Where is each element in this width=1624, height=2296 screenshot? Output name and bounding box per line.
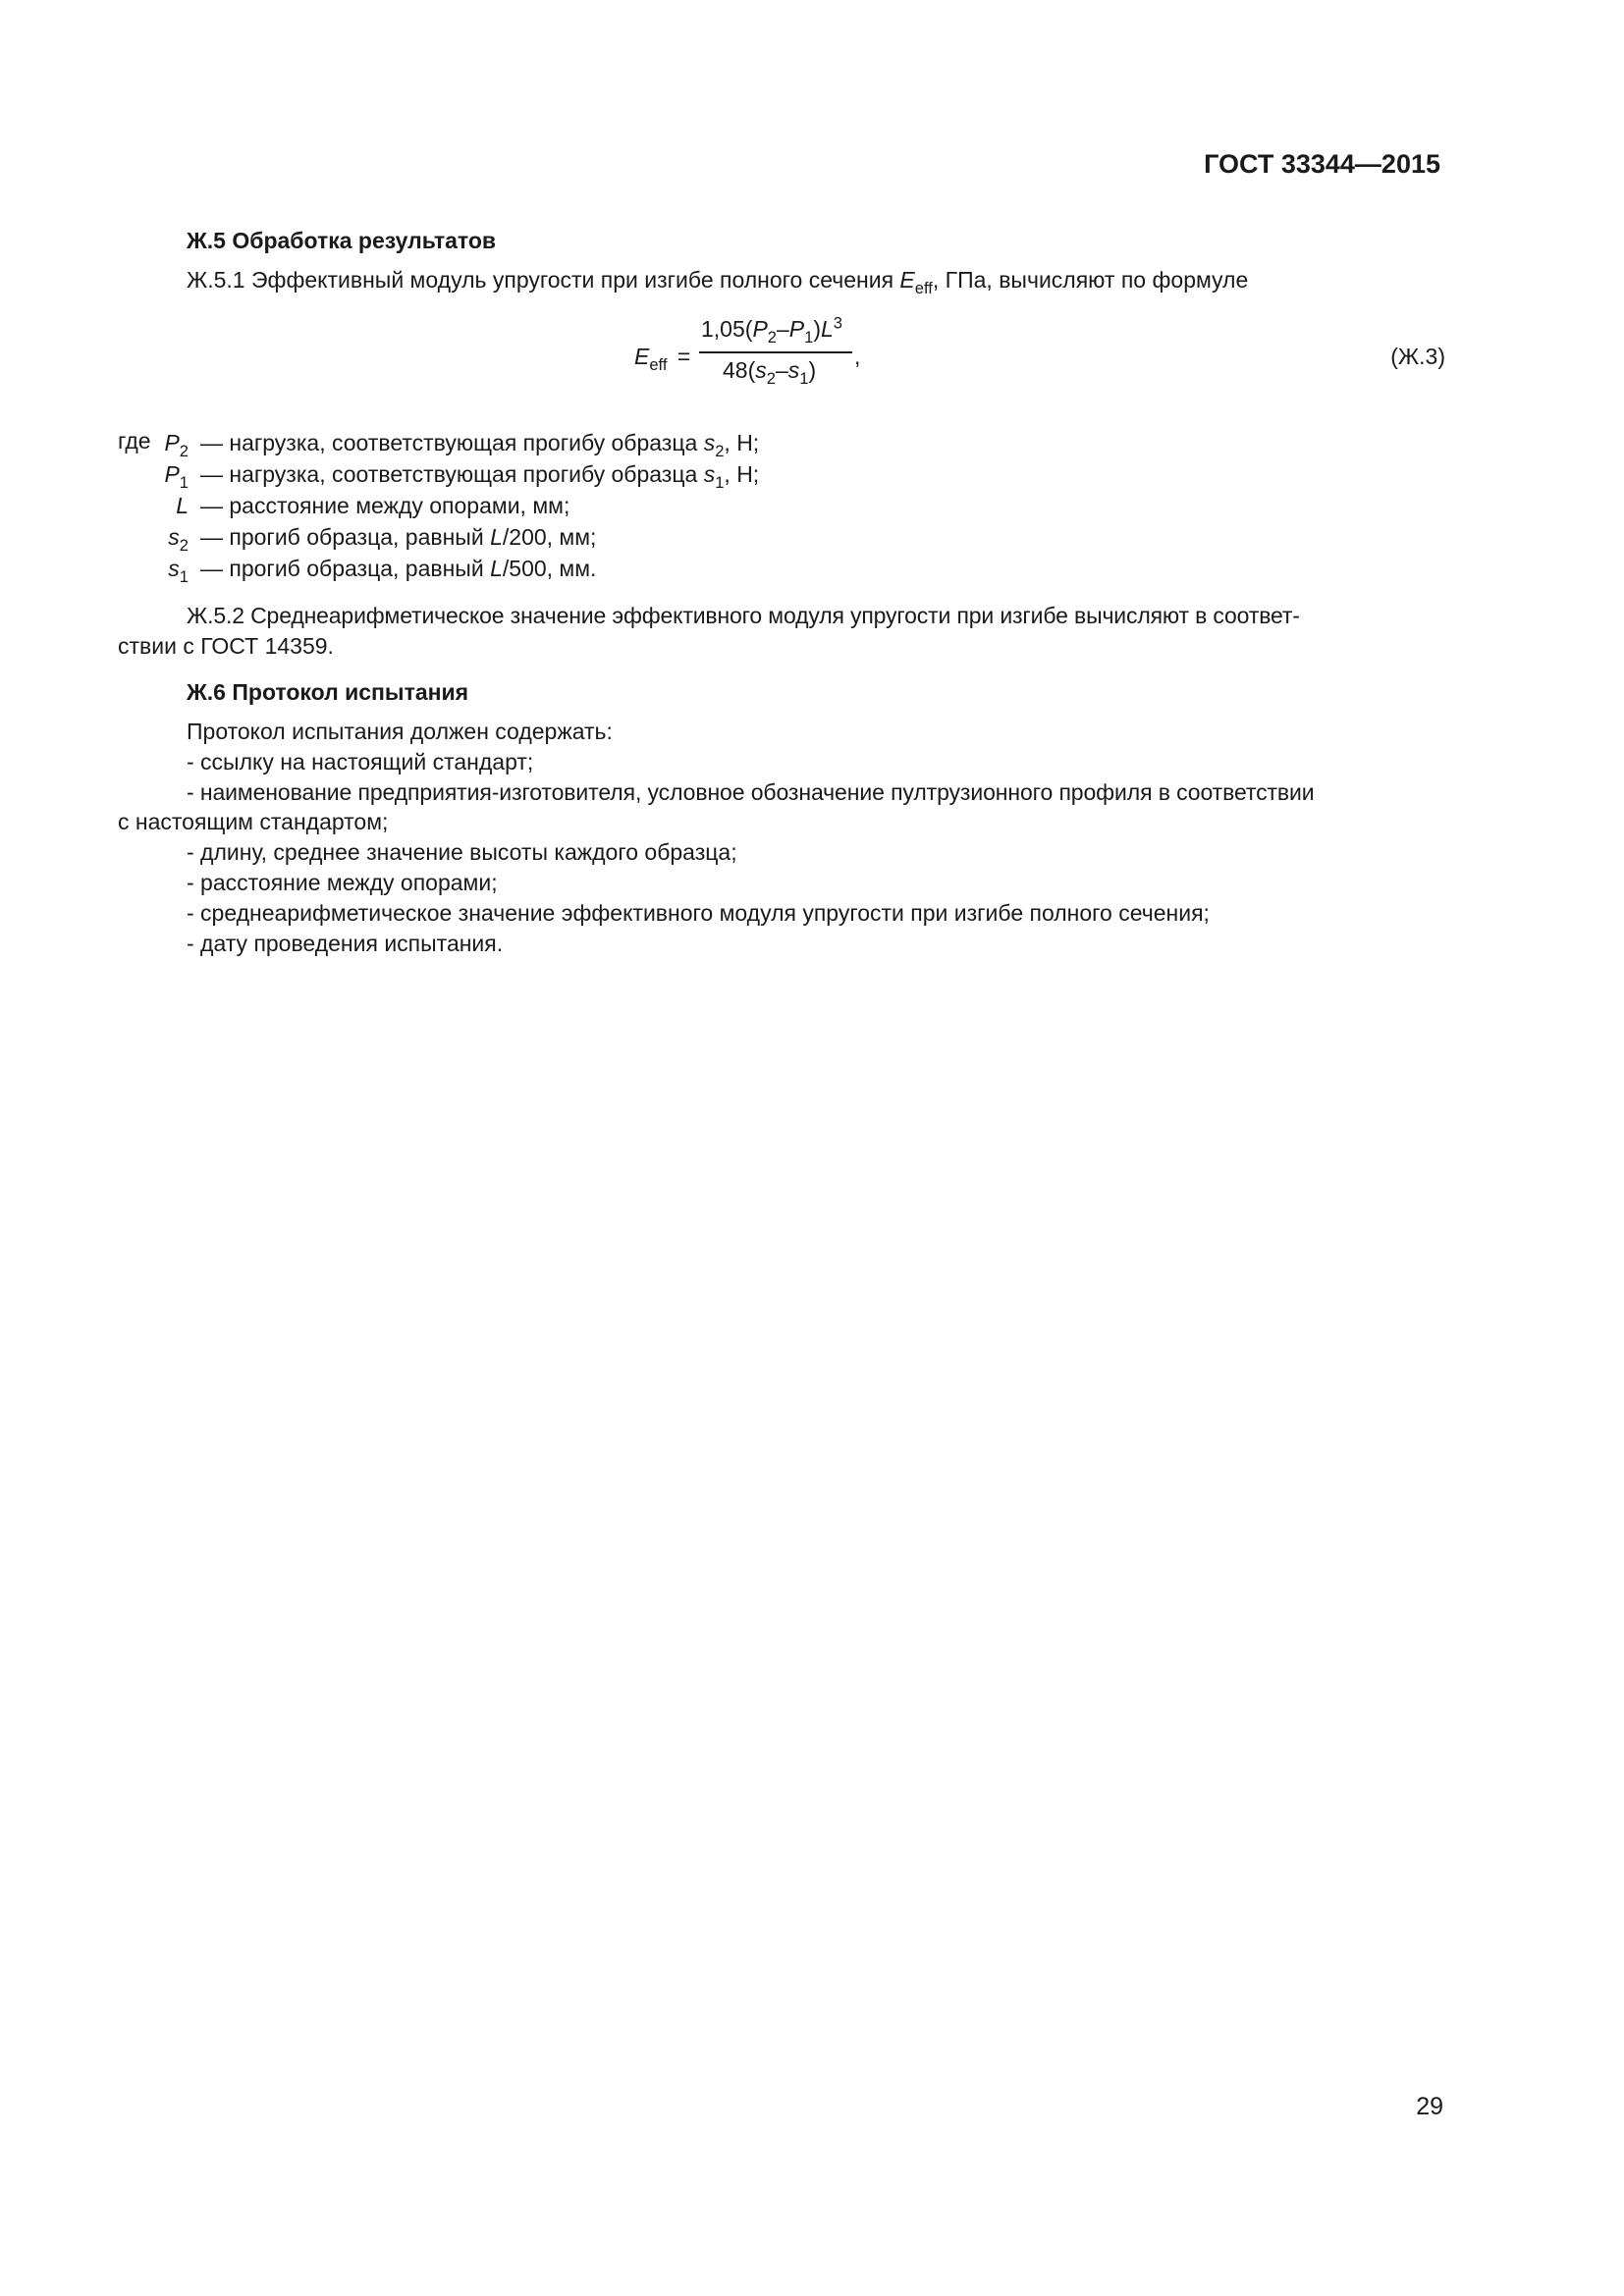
definition-symbol-sub: 2	[179, 441, 189, 460]
section-6-title: Ж.6 Протокол испытания	[187, 679, 469, 705]
page-number: 29	[1416, 2093, 1443, 2120]
denominator-s2: s	[755, 357, 767, 383]
numerator-open-paren: (	[744, 316, 753, 342]
paragraph-5-2-line-2: ствии с ГОСТ 14359.	[118, 633, 334, 659]
list-item: - расстояние между опорами;	[187, 870, 498, 895]
list-item-continuation: с настоящим стандартом;	[118, 809, 389, 834]
denominator-s2-sub: 2	[766, 368, 776, 388]
formula-lhs-symbol: E	[634, 344, 650, 369]
definition-text-after: , Н;	[724, 461, 760, 487]
definition-text: — нагрузка, соответствующая прогибу образца	[200, 461, 704, 487]
definition-description	[200, 522, 596, 552]
definition-symbol-letter: P	[164, 461, 180, 487]
definition-text-after: /200, мм;	[502, 524, 597, 550]
denominator-close-paren: )	[808, 357, 817, 383]
fraction-bar	[699, 351, 852, 353]
formula-number: (Ж.3)	[1390, 344, 1445, 369]
definition-inline-symbol: s	[703, 430, 716, 455]
definition-symbol	[79, 428, 189, 460]
list-item: - дату проведения испытания.	[187, 931, 504, 956]
formula-trailing-comma: ,	[854, 344, 861, 369]
definition-description	[200, 554, 596, 583]
numerator-p1: P	[788, 316, 805, 342]
numerator-coef: 1,05	[701, 316, 745, 342]
definition-description	[200, 491, 569, 520]
paragraph-5-1-symbol-sub: eff	[914, 278, 933, 297]
formula-equals: =	[677, 344, 691, 369]
definition-item	[0, 554, 1624, 586]
numerator-minus: –	[776, 316, 789, 342]
definition-text-after: /500, мм.	[502, 556, 597, 581]
definition-symbol-sub: 1	[179, 472, 189, 492]
denominator-s1-sub: 1	[799, 368, 809, 388]
formula-lhs-sub: eff	[649, 354, 668, 374]
list-item: - длину, среднее значение высоты каждого образца;	[187, 839, 737, 865]
definition-symbol-letter: L	[176, 493, 189, 518]
definition-text-after: , Н;	[724, 430, 760, 455]
definition-inline-symbol: L	[490, 556, 503, 581]
definition-symbol-sub: 1	[179, 566, 189, 586]
formula-denominator	[723, 357, 817, 388]
list-item: - среднеарифметическое значение эффективного модуля упругости при изгибе полного сечения;	[187, 900, 1210, 926]
definition-symbol-letter: s	[168, 524, 180, 550]
paragraph-5-1-text-after: , ГПа, вычисляют по формуле	[932, 267, 1249, 293]
denominator-open-paren: (	[747, 357, 756, 383]
definition-item	[0, 491, 1624, 520]
definition-description	[200, 428, 760, 460]
numerator-l-sup: 3	[833, 313, 842, 333]
document-header: ГОСТ 33344—2015	[1204, 149, 1440, 179]
paragraph-5-2-line-1: Ж.5.2 Среднеарифметическое значение эффективного модуля упругости при изгибе вычисляют в соответ-	[187, 603, 1300, 628]
definition-symbol	[79, 491, 189, 520]
definition-inline-sub: 1	[715, 472, 725, 492]
list-item: - наименование предприятия-изготовителя, условное обозначение пултрузионного профиля в соответствии	[187, 779, 1315, 805]
protocol-intro: Протокол испытания должен содержать:	[187, 719, 613, 744]
denominator-coef: 48	[723, 357, 748, 383]
definition-text: — прогиб образца, равный	[200, 524, 491, 550]
definition-symbol	[79, 522, 189, 555]
section-5-title: Ж.5 Обработка результатов	[187, 228, 497, 253]
definition-text: — прогиб образца, равный	[200, 556, 491, 581]
definition-description	[200, 459, 760, 492]
denominator-minus: –	[775, 357, 788, 383]
definition-item	[0, 522, 1624, 555]
definition-text: — расстояние между опорами, мм;	[200, 493, 570, 518]
paragraph-5-1	[187, 267, 1249, 297]
definition-symbol-letter: P	[164, 430, 180, 455]
definition-inline-symbol: L	[490, 524, 503, 550]
paragraph-5-1-text-before: Ж.5.1 Эффективный модуль упругости при изгибе полного сечения	[187, 267, 900, 293]
numerator-p2: P	[752, 316, 768, 342]
where-label: где	[118, 428, 151, 454]
definition-item	[0, 428, 1624, 460]
numerator-l: L	[821, 316, 834, 342]
numerator-close-paren: )	[813, 316, 821, 342]
definition-inline-symbol: s	[703, 461, 716, 487]
list-item: - ссылку на настоящий стандарт;	[187, 749, 534, 774]
formula-lhs	[634, 344, 691, 374]
definition-symbol	[79, 554, 189, 586]
definition-text: — нагрузка, соответствующая прогибу образца	[200, 430, 704, 455]
denominator-s1: s	[787, 357, 800, 383]
numerator-p1-sub: 1	[804, 327, 814, 347]
definition-symbol-sub: 2	[179, 535, 189, 555]
definition-symbol-letter: s	[168, 556, 180, 581]
definition-inline-sub: 2	[715, 441, 725, 460]
paragraph-5-1-symbol: E	[899, 267, 915, 293]
numerator-p2-sub: 2	[767, 327, 777, 347]
definition-symbol	[79, 459, 189, 492]
formula-numerator	[701, 313, 842, 347]
definition-item	[0, 459, 1624, 492]
